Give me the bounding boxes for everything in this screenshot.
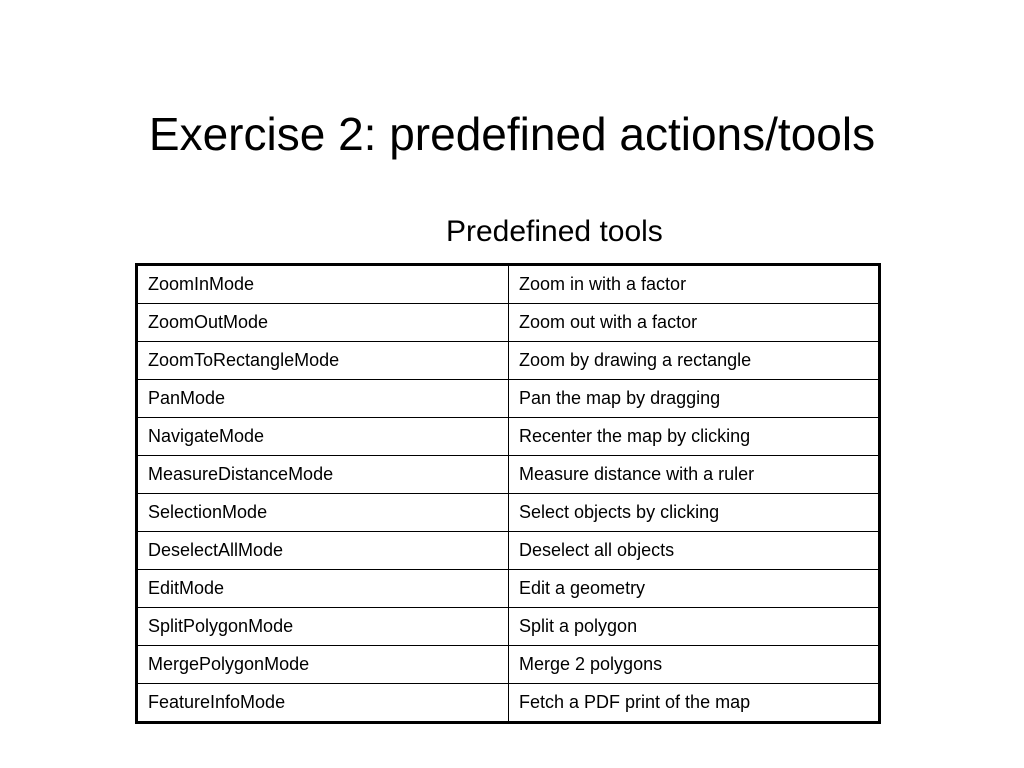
tools-table-body — [137, 265, 880, 723]
tool-description-cell: Zoom out with a factor — [509, 304, 880, 342]
table-row — [137, 265, 880, 304]
slide-title: Exercise 2: predefined actions/tools — [148, 108, 876, 160]
tool-mode-cell: NavigateMode — [137, 418, 509, 456]
table-row — [137, 380, 880, 418]
tool-mode-cell: ZoomToRectangleMode — [137, 342, 509, 380]
tool-description-cell: Zoom in with a factor — [509, 265, 880, 304]
tool-mode-cell: DeselectAllMode — [137, 532, 509, 570]
table-row — [137, 456, 880, 494]
table-row — [137, 570, 880, 608]
table-row — [137, 532, 880, 570]
tool-description-cell: Split a polygon — [509, 608, 880, 646]
tool-description-cell: Select objects by clicking — [509, 494, 880, 532]
table-row — [137, 304, 880, 342]
tool-mode-cell: MeasureDistanceMode — [137, 456, 509, 494]
table-row — [137, 608, 880, 646]
tool-mode-cell: FeatureInfoMode — [137, 684, 509, 723]
table-caption: Predefined tools — [446, 215, 663, 248]
tool-description-cell: Fetch a PDF print of the map — [509, 684, 880, 723]
tool-mode-cell: SelectionMode — [137, 494, 509, 532]
tool-mode-cell: EditMode — [137, 570, 509, 608]
tool-description-cell: Recenter the map by clicking — [509, 418, 880, 456]
tool-mode-cell: SplitPolygonMode — [137, 608, 509, 646]
tool-mode-cell: ZoomOutMode — [137, 304, 509, 342]
tool-description-cell: Deselect all objects — [509, 532, 880, 570]
table-row — [137, 342, 880, 380]
tool-description-cell: Zoom by drawing a rectangle — [509, 342, 880, 380]
table-row — [137, 684, 880, 723]
tool-mode-cell: ZoomInMode — [137, 265, 509, 304]
tool-description-cell: Merge 2 polygons — [509, 646, 880, 684]
table-row — [137, 494, 880, 532]
tool-mode-cell: PanMode — [137, 380, 509, 418]
tool-description-cell: Measure distance with a ruler — [509, 456, 880, 494]
tools-table — [135, 263, 881, 724]
tool-description-cell: Pan the map by dragging — [509, 380, 880, 418]
tool-description-cell: Edit a geometry — [509, 570, 880, 608]
table-row — [137, 646, 880, 684]
tool-mode-cell: MergePolygonMode — [137, 646, 509, 684]
table-row — [137, 418, 880, 456]
